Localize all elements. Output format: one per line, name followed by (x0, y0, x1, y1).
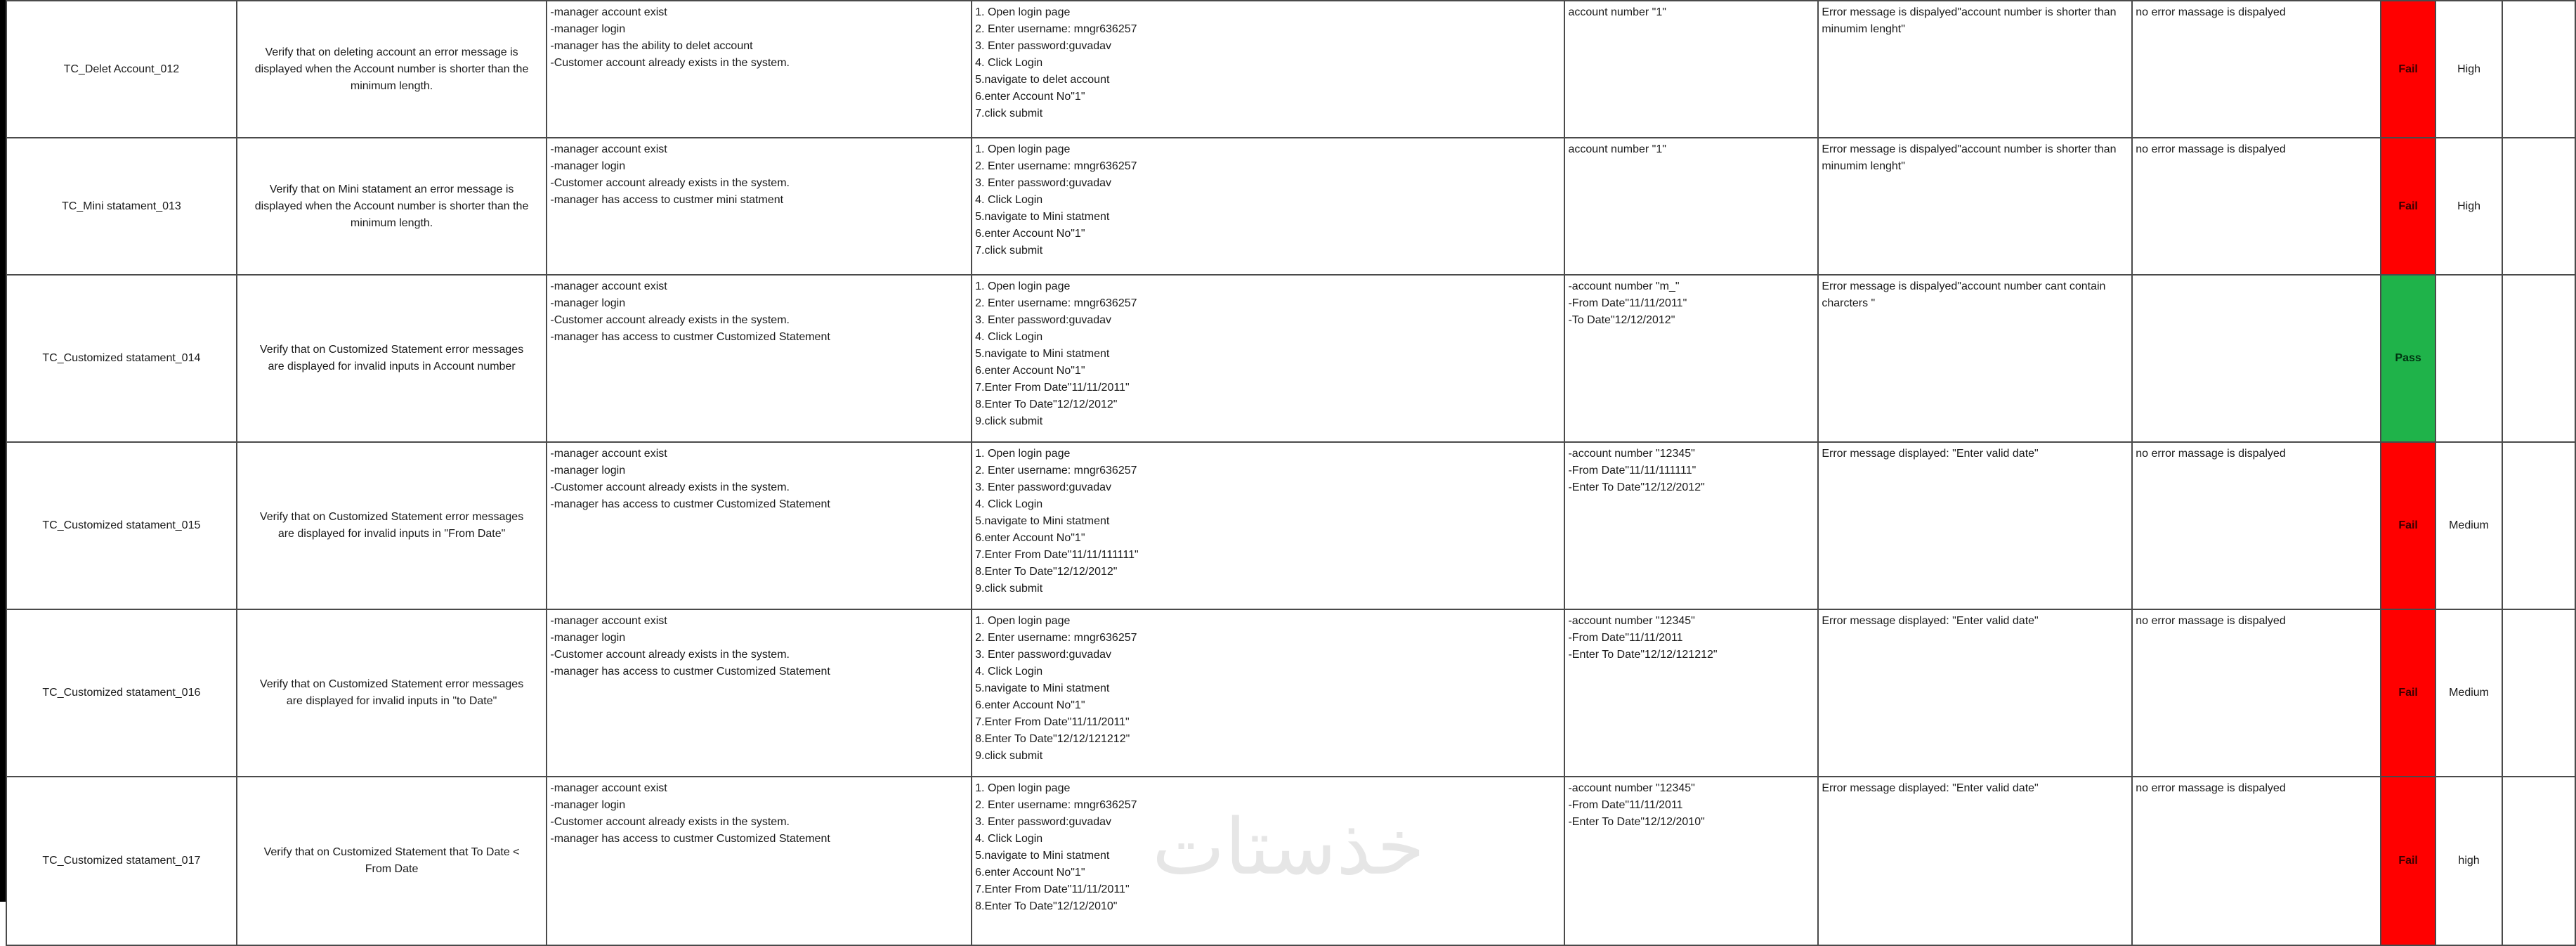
cell-line: account number "1" (1568, 143, 1666, 155)
cell-line: no error massage is dispalyed (2136, 615, 2286, 627)
cell-line: 6.enter Account No"1" (975, 699, 1085, 711)
status-cell[interactable]: Fail (2381, 1, 2436, 138)
table-row[interactable] (6, 275, 2575, 442)
cell-line: -Enter To Date"12/12/121212" (1568, 649, 1718, 661)
cell-line: -manager account exist (550, 782, 667, 794)
cell-line: -manager login (550, 632, 626, 644)
cell-line: 5.navigate to Mini statment (975, 211, 1110, 223)
priority-cell[interactable]: Medium (2436, 609, 2502, 777)
test-data-cell[interactable] (1564, 138, 1818, 275)
cell-line: 1. Open login page (975, 615, 1071, 627)
test-case-id-cell[interactable]: TC_Delet Account_012 (6, 1, 237, 138)
cell-line: 3. Enter password:guvadav (975, 40, 1112, 52)
cell-line: -manager has access to custmer Customized Statement (550, 833, 830, 845)
cell-line: 5.navigate to Mini statment (975, 850, 1110, 862)
table-row[interactable] (6, 1, 2575, 138)
cell-line: 4. Click Login (975, 194, 1043, 206)
table-row[interactable] (6, 138, 2575, 275)
actual-result-cell[interactable] (2132, 442, 2381, 609)
cell-line: -From Date"11/11/2011 (1568, 632, 1683, 644)
cell-line: charcters " (1822, 297, 1876, 309)
cell-line: -Customer account already exists in the system. (550, 649, 790, 661)
expected-result-cell[interactable] (1818, 138, 2132, 275)
steps-cell[interactable] (972, 138, 1564, 275)
cell-line: -manager login (550, 799, 626, 811)
description-cell[interactable] (237, 609, 547, 777)
description-cell[interactable] (237, 777, 547, 945)
cell-line: no error massage is dispalyed (2136, 782, 2286, 794)
table-row[interactable] (6, 442, 2575, 609)
cell-line: 1. Open login page (975, 448, 1071, 460)
steps-cell[interactable] (972, 777, 1564, 945)
cell-line: -manager has access to custmer mini statment (550, 194, 784, 206)
cell-line: 6.enter Account No"1" (975, 91, 1085, 103)
cell-line: 8.Enter To Date"12/12/2010" (975, 900, 1118, 912)
cell-line: 5.navigate to Mini statment (975, 348, 1110, 360)
description-text: Verify that on Customized Statement error messages are displayed for invalid inputs in "From Date" (259, 511, 524, 540)
cell-line: 3. Enter password:guvadav (975, 649, 1112, 661)
description-text: Verify that on Customized Statement that To Date < From Date (263, 846, 520, 875)
cell-line: 2. Enter username: mngr636257 (975, 799, 1137, 811)
preconditions-cell[interactable] (547, 777, 972, 945)
test-case-id-cell[interactable]: TC_Mini statament_013 (6, 138, 237, 275)
cell-line: 6.enter Account No"1" (975, 365, 1085, 377)
cell-line: 7.click submit (975, 245, 1043, 257)
cell-line: Error message is dispalyed"account number is shorter than (1822, 6, 2117, 18)
test-data-cell[interactable] (1564, 777, 1818, 945)
steps-cell[interactable] (972, 275, 1564, 442)
cell-line: -account number "m_" (1568, 280, 1680, 292)
empty-cell[interactable] (2502, 609, 2575, 777)
cell-line: 8.Enter To Date"12/12/2012" (975, 566, 1118, 578)
steps-cell[interactable] (972, 442, 1564, 609)
test-data-cell[interactable] (1564, 442, 1818, 609)
empty-cell[interactable] (2502, 777, 2575, 945)
cell-line: -manager login (550, 23, 626, 35)
cell-line: 7.Enter From Date"11/11/2011" (975, 716, 1130, 728)
expected-result-cell[interactable] (1818, 275, 2132, 442)
cell-line: 8.Enter To Date"12/12/2012" (975, 399, 1118, 410)
cell-line: 5.navigate to delet account (975, 74, 1110, 86)
cell-line: -Customer account already exists in the system. (550, 816, 790, 828)
cell-line: -account number "12345" (1568, 448, 1695, 460)
cell-line: Error message displayed: "Enter valid date" (1822, 448, 2039, 460)
cell-line: -account number "12345" (1568, 615, 1695, 627)
cell-line: 9.click submit (975, 415, 1043, 427)
steps-cell[interactable] (972, 609, 1564, 777)
description-cell[interactable] (237, 442, 547, 609)
expected-result-cell[interactable] (1818, 442, 2132, 609)
cell-line: -manager login (550, 160, 626, 172)
cell-line: -Customer account already exists in the system. (550, 57, 790, 69)
cell-line: -manager login (550, 297, 626, 309)
preconditions-cell[interactable] (547, 609, 972, 777)
cell-line: 4. Click Login (975, 666, 1043, 678)
status-cell[interactable]: Fail (2381, 442, 2436, 609)
cell-line: -Customer account already exists in the system. (550, 481, 790, 493)
description-text: Verify that on deleting account an error message is displayed when the Account number is shorter than the minimum length. (254, 46, 529, 92)
actual-result-cell[interactable] (2132, 275, 2381, 442)
test-data-cell[interactable] (1564, 275, 1818, 442)
cell-line: 7.click submit (975, 108, 1043, 119)
cell-line: 7.Enter From Date"11/11/2011" (975, 883, 1130, 895)
test-case-id-cell[interactable]: TC_Customized statament_015 (6, 442, 237, 609)
cell-line: -manager has access to custmer Customized Statement (550, 666, 830, 678)
empty-cell[interactable] (2502, 442, 2575, 609)
cell-line: Error message is dispalyed"account number cant contain (1822, 280, 2106, 292)
cell-line: 3. Enter password:guvadav (975, 314, 1112, 326)
status-cell[interactable]: Fail (2381, 777, 2436, 945)
table-row[interactable] (6, 609, 2575, 777)
empty-cell[interactable] (2502, 138, 2575, 275)
cell-line: -Enter To Date"12/12/2010" (1568, 816, 1705, 828)
cell-line: -manager has access to custmer Customized Statement (550, 331, 830, 343)
watermark-logo: خذستات (1152, 802, 1425, 892)
test-data-cell[interactable] (1564, 609, 1818, 777)
actual-result-cell[interactable] (2132, 777, 2381, 945)
cell-line: 1. Open login page (975, 143, 1071, 155)
status-cell[interactable]: Fail (2381, 138, 2436, 275)
cell-line: Error message displayed: "Enter valid date" (1822, 615, 2039, 627)
cell-line: 5.navigate to Mini statment (975, 682, 1110, 694)
cell-line: 7.Enter From Date"11/11/111111" (975, 549, 1139, 561)
expected-result-cell[interactable] (1818, 609, 2132, 777)
cell-line: -manager login (550, 465, 626, 477)
preconditions-cell[interactable] (547, 138, 972, 275)
expected-result-cell[interactable] (1818, 1, 2132, 138)
priority-cell[interactable]: Medium (2436, 442, 2502, 609)
cell-line: 1. Open login page (975, 782, 1071, 794)
cell-line: 1. Open login page (975, 280, 1071, 292)
cell-line: 3. Enter password:guvadav (975, 481, 1112, 493)
cell-line: 4. Click Login (975, 833, 1043, 845)
cell-line: -manager account exist (550, 143, 667, 155)
cell-line: -manager account exist (550, 6, 667, 18)
cell-line: 2. Enter username: mngr636257 (975, 632, 1137, 644)
cell-line: 6.enter Account No"1" (975, 228, 1085, 240)
cell-line: 2. Enter username: mngr636257 (975, 465, 1137, 477)
test-case-table (6, 0, 2576, 946)
cell-line: minumim lenght" (1822, 23, 1905, 35)
cell-line: minumim lenght" (1822, 160, 1905, 172)
cell-line: 2. Enter username: mngr636257 (975, 23, 1137, 35)
cell-line: Error message is dispalyed"account number is shorter than (1822, 143, 2117, 155)
description-text: Verify that on Customized Statement error messages are displayed for invalid inputs in Account number (259, 344, 524, 372)
empty-cell[interactable] (2502, 275, 2575, 442)
cell-line: 3. Enter password:guvadav (975, 177, 1112, 189)
priority-cell[interactable]: high (2436, 777, 2502, 945)
cell-line: 6.enter Account No"1" (975, 532, 1085, 544)
test-case-id-cell[interactable]: TC_Customized statament_016 (6, 609, 237, 777)
table-row[interactable] (6, 777, 2575, 945)
cell-line: 9.click submit (975, 583, 1043, 595)
description-cell[interactable] (237, 275, 547, 442)
empty-cell[interactable] (2502, 1, 2575, 138)
description-cell[interactable] (237, 138, 547, 275)
cell-line: -To Date"12/12/2012" (1568, 314, 1675, 326)
expected-result-cell[interactable] (1818, 777, 2132, 945)
cell-line: 1. Open login page (975, 6, 1071, 18)
cell-line: 4. Click Login (975, 498, 1043, 510)
sheet-left-border (0, 0, 6, 902)
preconditions-cell[interactable] (547, 275, 972, 442)
cell-line: 4. Click Login (975, 57, 1043, 69)
cell-line: -manager has access to custmer Customized Statement (550, 498, 830, 510)
test-case-id-cell[interactable]: TC_Customized statament_017 (6, 777, 237, 945)
preconditions-cell[interactable] (547, 442, 972, 609)
priority-cell[interactable] (2436, 275, 2502, 442)
priority-cell[interactable]: High (2436, 138, 2502, 275)
cell-line: 3. Enter password:guvadav (975, 816, 1112, 828)
cell-line: no error massage is dispalyed (2136, 143, 2286, 155)
cell-line: -manager account exist (550, 615, 667, 627)
cell-line: -From Date"11/11/111111" (1568, 465, 1696, 477)
cell-line: -Customer account already exists in the system. (550, 314, 790, 326)
status-cell[interactable]: Pass (2381, 275, 2436, 442)
description-text: Verify that on Customized Statement error messages are displayed for invalid inputs in "to Date" (259, 678, 524, 707)
cell-line: -From Date"11/11/2011 (1568, 799, 1683, 811)
actual-result-cell[interactable] (2132, 1, 2381, 138)
cell-line: 6.enter Account No"1" (975, 867, 1085, 879)
cell-line: 2. Enter username: mngr636257 (975, 160, 1137, 172)
cell-line: -Customer account already exists in the system. (550, 177, 790, 189)
cell-line: -manager account exist (550, 280, 667, 292)
cell-line: account number "1" (1568, 6, 1666, 18)
cell-line: 8.Enter To Date"12/12/121212" (975, 733, 1130, 745)
preconditions-cell[interactable] (547, 1, 972, 138)
cell-line: Error message displayed: "Enter valid date" (1822, 782, 2039, 794)
cell-line: 5.navigate to Mini statment (975, 515, 1110, 527)
cell-line: -account number "12345" (1568, 782, 1695, 794)
actual-result-cell[interactable] (2132, 609, 2381, 777)
cell-line: 9.click submit (975, 750, 1043, 762)
cell-line: -manager account exist (550, 448, 667, 460)
steps-cell[interactable] (972, 1, 1564, 138)
test-case-id-cell[interactable]: TC_Customized statament_014 (6, 275, 237, 442)
test-data-cell[interactable] (1564, 1, 1818, 138)
actual-result-cell[interactable] (2132, 138, 2381, 275)
description-cell[interactable] (237, 1, 547, 138)
cell-line: -From Date"11/11/2011" (1568, 297, 1687, 309)
priority-cell[interactable]: High (2436, 1, 2502, 138)
cell-line: no error massage is dispalyed (2136, 448, 2286, 460)
cell-line: 7.Enter From Date"11/11/2011" (975, 382, 1130, 394)
description-text: Verify that on Mini statament an error message is displayed when the Account number is shorter than the minimum length. (254, 183, 529, 229)
cell-line: 4. Click Login (975, 331, 1043, 343)
cell-line: no error massage is dispalyed (2136, 6, 2286, 18)
status-cell[interactable]: Fail (2381, 609, 2436, 777)
cell-line: -Enter To Date"12/12/2012" (1568, 481, 1705, 493)
cell-line: 2. Enter username: mngr636257 (975, 297, 1137, 309)
cell-line: -manager has the ability to delet account (550, 40, 753, 52)
